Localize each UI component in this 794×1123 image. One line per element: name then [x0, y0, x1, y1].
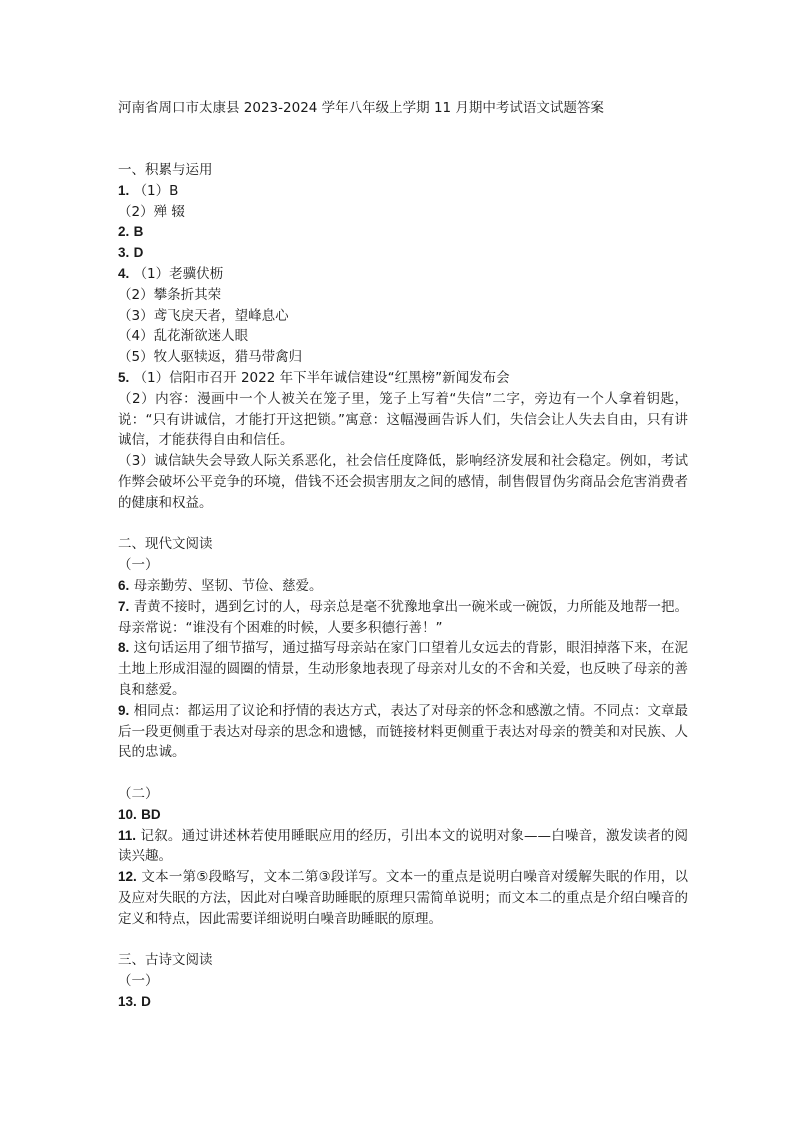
answer-text: 相同点：都运用了议论和抒情的表达方式，表达了对母亲的怀念和感激之情。不同点：文章最后一段更侧重于表达对母亲的思念和遗憾，而链接材料更侧重于表达对母亲的赞美和对民族、人民的忠诚。 — [118, 702, 689, 761]
answer-text: （1）老骥伏枥 — [133, 265, 224, 282]
answer-text: 记叙。通过讲述林若使用睡眠应用的经历，引出本文的说明对象——白噪音，激发读者的阅读兴趣。 — [118, 827, 689, 865]
answer-q4-e: （5）牧人驱犊返，猎马带禽归 — [118, 349, 303, 366]
question-number: 2. — [118, 224, 130, 240]
answer-text: B — [133, 224, 144, 240]
answer-q5-b: （2）内容：漫画中一个人被关在笼子里，笼子上写着“失信”二字，旁边有一个人拿着钥匙，说：“只有讲诚信，才能打开这把锁。”寓意：这幅漫画告诉人们，失信会让人失去自由，只有讲诚信，才能获得自由和信任。 — [118, 390, 688, 449]
question-number: 13. — [118, 993, 137, 1009]
section-spacer — [118, 929, 688, 950]
answer-text: 青黄不接时，遇到乞讨的人，母亲总是毫不犹豫地拿出一碗米或一碗饭，力所能及地帮一把。母亲常说：“谁没有个困难的时候，人要多积德行善！” — [118, 598, 689, 636]
subsection-heading: （一） — [118, 973, 159, 990]
answer-text: （1）信阳市召开 2022 年下半年诚信建设“红黑榜”新闻发布会 — [133, 369, 510, 386]
answer-q12 — [118, 867, 688, 929]
answer-q3 — [118, 243, 688, 264]
subsection-heading: （一） — [118, 557, 159, 574]
answer-q13 — [118, 992, 688, 1013]
question-number: 7. — [118, 598, 130, 614]
question-number: 11. — [118, 827, 137, 843]
question-number: 10. — [118, 806, 137, 822]
section-spacer — [118, 763, 688, 784]
answer-q4-b: （2）攀条折其荣 — [118, 286, 222, 303]
question-number: 8. — [118, 640, 130, 656]
answer-q9 — [118, 701, 688, 763]
answer-text: D — [133, 245, 144, 261]
section-heading-1: 一、积累与运用 — [118, 162, 213, 178]
answer-text: D — [141, 993, 151, 1009]
answer-text: 文本一第⑤段略写，文本二第③段详写。文本一的重点是说明白噪音对缓解失眠的作用，以及应对失眠的方法，因此对白噪音助睡眠的原理只需简单说明；而文本二的重点是介绍白噪音的定义和特点，因此需要详细说明白噪音助睡眠的原理。 — [118, 869, 688, 927]
answer-q1-b: （2）殚 辍 — [118, 203, 185, 220]
answer-q1-a — [118, 181, 688, 202]
question-number: 1. — [118, 182, 130, 198]
answer-q8 — [118, 638, 688, 700]
answer-q4-a — [118, 264, 688, 285]
answer-text: 母亲勤劳、坚韧、节俭、慈爱。 — [133, 577, 323, 594]
question-number: 3. — [118, 245, 130, 261]
question-number: 6. — [118, 577, 130, 593]
question-number: 12. — [118, 869, 137, 885]
section-heading-2: 二、现代文阅读 — [118, 536, 213, 553]
answer-q2 — [118, 222, 688, 243]
answer-text: 这句话运用了细节描写，通过描写母亲站在家门口望着儿女远去的背影，眼泪掉落下来，在泥土地上形成泪湿的圆圈的情景，生动形象地表现了母亲对儿女的不舍和关爱，也反映了母亲的善良和慈爱。 — [118, 640, 689, 698]
section-spacer — [118, 514, 688, 535]
answer-q5-a — [118, 368, 688, 389]
answer-content — [118, 160, 688, 1013]
answer-text: （1）B — [133, 182, 179, 199]
answer-q5-c: （3）诚信缺失会导致人际关系恶化，社会信任度降低，影响经济发展和社会稳定。例如，考试作弊会破坏公平竞争的环境，借钱不还会损害朋友之间的感情，制售假冒伪劣商品会危害消费者的健康和权益。 — [118, 453, 688, 511]
answer-text: BD — [141, 806, 161, 822]
answer-q4-d: （4）乱花渐欲迷人眼 — [118, 328, 249, 345]
answer-q7 — [118, 597, 688, 639]
subsection-heading: （二） — [118, 785, 159, 802]
answer-q10 — [118, 805, 688, 826]
question-number: 9. — [118, 702, 130, 718]
question-number: 4. — [118, 265, 130, 281]
answer-q6 — [118, 576, 688, 597]
question-number: 5. — [118, 369, 130, 385]
answer-q11 — [118, 826, 688, 868]
section-heading-3: 三、古诗文阅读 — [118, 952, 213, 969]
answer-q4-c: （3）鸢飞戾天者，望峰息心 — [118, 307, 289, 324]
document-title: 河南省周口市太康县 2023-2024 学年八年级上学期 11 月期中考试语文试题答案 — [118, 100, 604, 116]
